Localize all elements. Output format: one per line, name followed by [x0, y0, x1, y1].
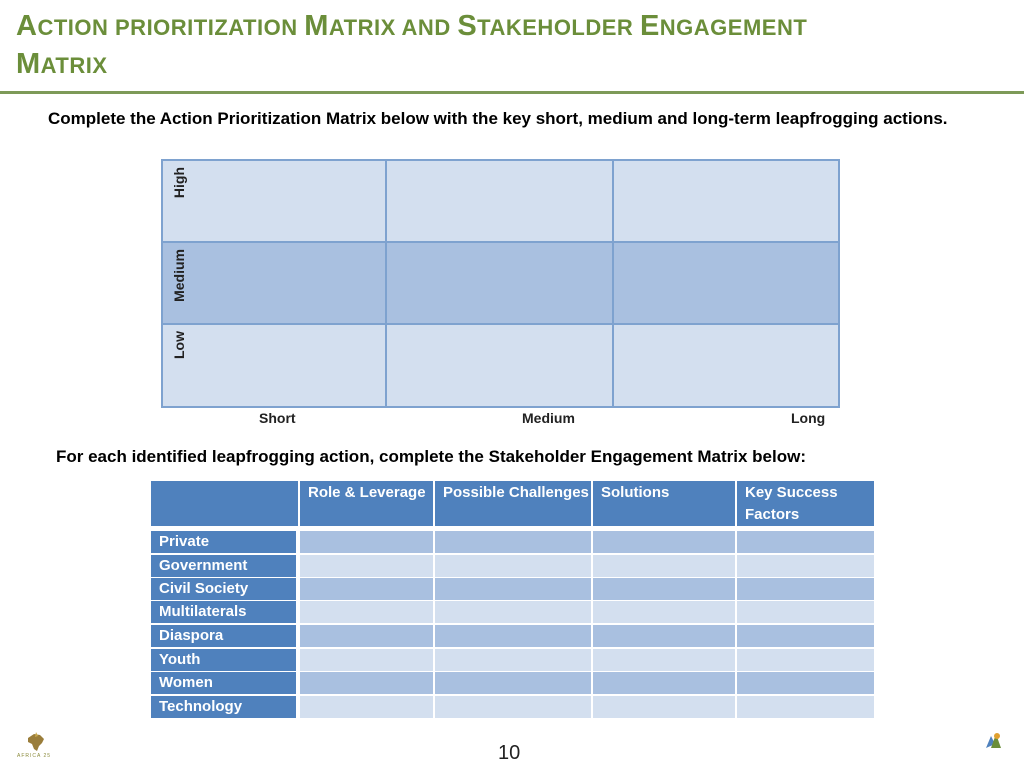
- matrix-cell[interactable]: [387, 325, 614, 406]
- table-cell[interactable]: [735, 578, 874, 600]
- matrix-cell[interactable]: [163, 161, 387, 243]
- title-segment: ATRIX AND: [328, 15, 458, 40]
- table-cell[interactable]: [735, 696, 874, 718]
- matrix-cell[interactable]: [614, 161, 838, 243]
- table-cell[interactable]: [298, 531, 433, 553]
- table-cell[interactable]: [433, 601, 591, 623]
- slide-title: [16, 8, 1006, 84]
- title-segment: NGAGEMENT: [659, 15, 808, 40]
- matrix-row-medium: [163, 243, 838, 325]
- matrix-cell[interactable]: [163, 325, 387, 406]
- matrix-cell[interactable]: [614, 325, 838, 406]
- title-segment: TAKEHOLDER: [477, 15, 640, 40]
- header-key-success-factors: Key Success Factors: [735, 481, 874, 526]
- matrix-cell[interactable]: [614, 243, 838, 325]
- africa-logo-text: AFRICA 25: [17, 753, 52, 759]
- row-label: Women: [151, 672, 296, 694]
- row-label-medium: Medium: [171, 249, 187, 302]
- title-initial: E: [639, 10, 660, 42]
- row-label: Youth: [151, 649, 296, 671]
- table-cell[interactable]: [591, 531, 735, 553]
- company-logo-icon: [982, 730, 1004, 752]
- action-prioritization-matrix: [161, 159, 840, 408]
- table-row-women: [151, 672, 874, 694]
- stakeholder-engagement-matrix: [151, 481, 874, 721]
- table-cell[interactable]: [433, 696, 591, 718]
- table-row-diaspora: [151, 625, 874, 647]
- column-label-long: Long: [791, 410, 826, 426]
- instruction-stakeholder-matrix: For each identified leapfrogging action, complete the Stakeholder Engagement Matrix below:: [56, 447, 807, 466]
- instruction-priority-matrix: Complete the Action Prioritization Matrix below with the key short, medium and long-term leapfrogging actions.: [48, 109, 948, 128]
- table-cell[interactable]: [433, 531, 591, 553]
- table-cell[interactable]: [433, 649, 591, 671]
- column-label-short: Short: [259, 410, 296, 426]
- matrix-row-high: [163, 161, 838, 243]
- table-cell[interactable]: [298, 601, 433, 623]
- header-role-leverage: Role & Leverage: [298, 481, 433, 526]
- table-cell[interactable]: [735, 531, 874, 553]
- table-cell[interactable]: [591, 578, 735, 600]
- title-initial: A: [16, 10, 38, 42]
- title-segment: ATRIX: [40, 53, 108, 78]
- column-label-medium: Medium: [522, 410, 575, 426]
- table-cell[interactable]: [433, 625, 591, 647]
- table-cell[interactable]: [735, 625, 874, 647]
- table-cell[interactable]: [298, 672, 433, 694]
- table-cell[interactable]: [298, 696, 433, 718]
- table-cell[interactable]: [591, 555, 735, 577]
- matrix-cell[interactable]: [387, 243, 614, 325]
- table-row-civil-society: [151, 578, 874, 600]
- page-number: 10: [498, 742, 521, 764]
- table-row-private: [151, 531, 874, 553]
- table-cell[interactable]: [591, 649, 735, 671]
- table-row-technology: [151, 696, 874, 718]
- table-row-multilaterals: [151, 601, 874, 623]
- table-cell[interactable]: [591, 601, 735, 623]
- matrix-cell[interactable]: [387, 161, 614, 243]
- matrix-cell[interactable]: [163, 243, 387, 325]
- title-initial: M: [304, 10, 329, 42]
- row-label: Civil Society: [151, 578, 296, 600]
- table-cell[interactable]: [433, 555, 591, 577]
- table-cell[interactable]: [298, 625, 433, 647]
- title-initial: S: [457, 10, 478, 42]
- table-cell[interactable]: [735, 672, 874, 694]
- row-label: Diaspora: [151, 625, 296, 647]
- table-cell[interactable]: [298, 555, 433, 577]
- row-label: Multilaterals: [151, 601, 296, 623]
- title-segment: CTION PRIORITIZATION: [37, 15, 305, 40]
- row-label: Technology: [151, 696, 296, 718]
- table-row-government: [151, 555, 874, 577]
- title-divider: [0, 91, 1024, 94]
- row-label: Private: [151, 531, 296, 553]
- header-possible-challenges: Possible Challenges: [433, 481, 591, 526]
- table-cell[interactable]: [433, 578, 591, 600]
- table-row-youth: [151, 649, 874, 671]
- matrix-row-low: [163, 325, 838, 406]
- table-cell[interactable]: [591, 696, 735, 718]
- table-cell[interactable]: [433, 672, 591, 694]
- table-cell[interactable]: [735, 601, 874, 623]
- table-cell[interactable]: [735, 649, 874, 671]
- row-label-low: Low: [171, 331, 187, 359]
- table-cell[interactable]: [591, 672, 735, 694]
- table-cell[interactable]: [298, 649, 433, 671]
- row-label: Government: [151, 555, 296, 577]
- table-cell[interactable]: [591, 625, 735, 647]
- table-cell[interactable]: [735, 555, 874, 577]
- header-cell-blank: [151, 481, 298, 526]
- table-cell[interactable]: [298, 578, 433, 600]
- title-initial: M: [16, 48, 41, 80]
- header-solutions: Solutions: [591, 481, 735, 526]
- matrix-header-row: [151, 481, 874, 526]
- row-label-high: High: [171, 167, 187, 199]
